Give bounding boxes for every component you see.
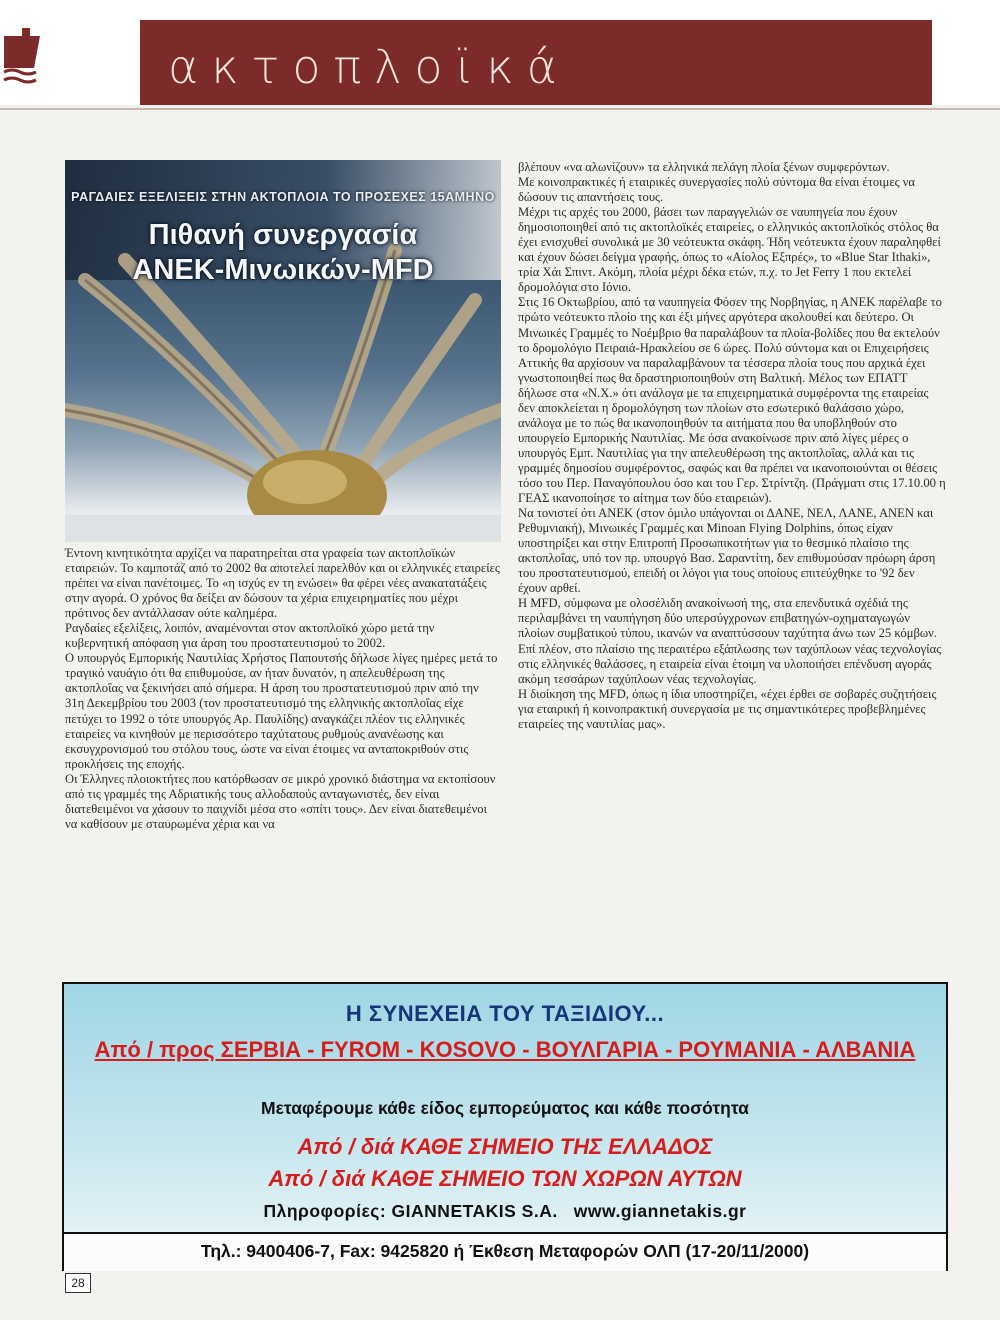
paragraph: Η MFD, σύμφωνα με ολοσέλιδη ανακοίνωσή της, στα επενδυτικά σχέδιά της περιλαμβάνει τη ναυπήγηση δύο υπερσύγχρονων επιβατηγών-οχηματαγωγών πλοίων συμβατικού τύπου, ικανών να αναπτύσσουν ταχύτητα άνω των 25 κόμβων. Επί πλέον, στο πλαίσιο της περαιτέρω εξάπλωσης των ταχύπλοων νέας τεχνολογίας στις ελληνικές θαλάσσες, η εταιρεία είναι έτοιμη να υλοποιήσει επένδυση αγοράς ακόμη τεσσάρων ταχύπλοων νέας τεχνολογίας.	[518, 596, 942, 686]
paragraph: Να τονιστεί ότι ΑΝΕΚ (στον όμιλο υπάγονται οι ΔΑΝΕ, ΝΕΛ, ΛΑΝΕ, ΑΝΕΝ και Ρεθυμνιακή), Μινωικές Γραμμές και Minoan Flying Dolphins, όπως είχαν υποστηρίξει και στην Επιτροπή Προσωπικοτήτων για το θεσμικό πλαίσιο της ακτοπλοΐας, υπό τον πρ. υπουργό Βασ. Σαραντίτη, δεν επιθυμούσαν πρόωρη άρση του προστατευτισμού, επειδή οι λόγοι για τους οποίους επιτεύχθηκε το '92 δεν έχουν αρθεί.	[518, 506, 936, 596]
ad-headline: Η ΣΥΝΕΧΕΙΑ ΤΟΥ ΤΑΞΙΔΙΟΥ...	[345, 1001, 665, 1026]
article-headline	[65, 218, 501, 288]
mooring-rope-photo	[65, 160, 501, 542]
ad-cargo-line: Μεταφέρουμε κάθε είδος εμπορεύματος και κάθε ποσότητα	[261, 1098, 749, 1118]
ad-contact-footer: Τηλ.: 9400406-7, Fax: 9425820 ή Έκθεση Μεταφορών ΟΛΠ (17-20/11/2000)	[64, 1232, 946, 1271]
article-column-right	[518, 160, 946, 732]
headline-line-2: ΑΝΕΚ-Μινωικών-MFD	[132, 254, 434, 286]
ad-destinations: Από / προς ΣΕΡΒΙΑ - FYROM - KOSOVO - ΒΟΥΛΓΑΡΙΑ - ΡΟΥΜΑΝΙΑ - ΑΛΒΑΝΙΑ	[94, 1037, 916, 1062]
ship-logo-icon	[0, 8, 80, 108]
ad-greece-line: Από / διά ΚΑΘΕ ΣΗΜΕΙΟ ΤΗΣ ΕΛΛΑΔΟΣ	[297, 1134, 713, 1159]
article-column-left	[65, 546, 501, 832]
paragraph: Μέχρι τις αρχές του 2000, βάσει των παραγγελιών σε ναυπηγεία που έχουν δημοσιοποιηθεί από τις ακτοπλοϊκές εταιρείες, ο ελληνικός ακτοπλοϊκός στόλος θα έχει ενισχυθεί συνολικά με 30 νεότευκτα σκάφη. Ήδη νεότευκτα έχουν παραληφθεί και έχουν δώσει δείγμα γραφής, όπως το «Αίολος Εξπρές», το «Blue Star Ithaki», τρία Χάι Σπιντ. Ακόμη, πλοία μέχρι δέκα ετών, π.χ. το Jet Ferry 1 που εκτελεί δρομολόγια στο Ιόνιο.	[518, 205, 941, 295]
paragraph: Ο υπουργός Εμπορικής Ναυτιλίας Χρήστος Παπουτσής δήλωσε λίγες ημέρες μετά το τραγικό ναυάγιο ότι θα επιθυμούσε, αν ήταν δυνατόν, η απελευθέρωση της ακτοπλοΐας να ξεκινήσει από σήμερα. Η άρση του προστατευτισμού πριν από την 31η Δεκεμβρίου του 2003 (τον προστατευτισμό της ελληνικής ακτοπλοΐας είχε πετύχει το 1992 ο τότε υπουργός Αρ. Παυλίδης) αναγκάζει πλέον τις ελληνικές εταιρείες να κινηθούν με περισσότερο ταχύτατους ρυθμούς ανανέωσης και εκσυγχρονισμού του στόλου τους, ώστε να είναι έτοιμες να ανταποκριθούν στις προκλήσεις της εποχής.	[65, 651, 498, 771]
headline-line-1: Πιθανή συνεργασία	[148, 219, 418, 251]
paragraph: Στις 16 Οκτωβρίου, από τα ναυπηγεία Φόσεν της Νορβηγίας, η ΑΝΕΚ παρέλαβε το πρώτο νεότευκτο πλοίο της και έξι μήνες αργότερα ακολουθεί και δεύτερο. Οι Μινωικές Γραμμές το Νοέμβριο θα παραλάβουν τα πλοία-βολίδες που θα εκτελούν το δρομολόγιο Πειραιά-Ηρακλείου σε 6 ώρες. Πολύ σύντομα και οι Επιχειρήσεις Αττικής θα αρχίσουν να παραλαμβάνουν τα τέσσερα πλοία τους που αρχικά έχει γνωστοποιηθεί πως θα δραστηριοποιηθούν στη Βαλτική. Μέλος των ΕΠΑΤΤ δήλωσε στα «Ν.Χ.» ότι ανάλογα με τα επιχειρηματικά συμφέροντα της εταιρείας δεν αποκλείεται η δρομολόγηση των πλοίων στο εσωτερικό θαλάσσιο χώρο, ανάλογα με το πώς θα ικανοποιηθούν τα αιτήματα που θα υποβληθούν στο υπουργείο Εμπορικής Ναυτιλίας. Με όσα ανακοίνωσε πριν από λίγες μέρες ο υπουργός Εμπ. Ναυτιλίας για την απελευθέρωση της ακτοπλοΐας, αλλά και τις γραμμές δημοσίου συμφέροντος, σαφώς και θα πρέπει να ικανοποιούνται οι θέσεις τόσο του Περ. Παναγόπουλου όσο και του Γερ. Στρίντζη. (Πράγματι στις 17.10.00 η ΓΕΑΣ ικανοποίησε το αίτημα των δύο εταιρειών).	[518, 295, 946, 506]
header-divider	[0, 108, 1000, 110]
paragraph: Με κοινοπρακτικές ή εταιρικές συνεργασίες πολύ σύντομα θα είναι έτοιμες να δώσουν τις απαντήσεις τους.	[518, 175, 916, 205]
paragraph: Έντονη κινητικότητα αρχίζει να παρατηρείται στα γραφεία των ακτοπλοϊκών εταιρειών. Το καμποτάζ από το 2002 θα αποτελεί παρελθόν και οι ελληνικές εταιρείες πρέπει να είναι πανέτοιμες. Το «η ισχύς εν τη ενώσει» θα φέρει νέες ανακατατάξεις στην αγορά. Ο χρόνος θα δείξει αν δώσουν τα χέρια επιχειρηματίες που μέχρι πρότινος δεν αντάλλασαν ούτε καλημέρα.	[65, 546, 500, 621]
ad-info-line: Πληροφορίες: GIANNETAKIS S.A. www.giannetakis.gr	[263, 1201, 747, 1221]
section-title: ακτοπλοϊκά	[168, 40, 570, 94]
ad-countries-line: Από / διά ΚΑΘΕ ΣΗΜΕΙΟ ΤΩΝ ΧΩΡΩΝ ΑΥΤΩΝ	[268, 1166, 742, 1191]
giannetakis-advertisement	[62, 982, 948, 1271]
page-number: 28	[65, 1273, 91, 1293]
photo-kicker: ΡΑΓΔΑΙΕΣ ΕΞΕΛΙΞΕΙΣ ΣΤΗΝ ΑΚΤΟΠΛΟΙΑ ΤΟ ΠΡΟΣΕΧΕΣ 15ΑΜΗΝΟ	[71, 190, 495, 204]
paragraph: Ραγδαίες εξελίξεις, λοιπόν, αναμένονται στον ακτοπλοϊκό χώρο μετά την κυβερνητική απόφαση για άρση του προστατευτισμού το 2002.	[65, 621, 435, 651]
paragraph: Η διοίκηση της MFD, όπως η ίδια υποστηρίζει, «έχει έρθει σε σοβαρές συζητήσεις για εταιρική ή κοινοπρακτική συνεργασία με τις σημαντικότερες προβεβλημένες εταιρείες της ναυτιλίας μας».	[518, 686, 937, 731]
paragraph: Οι Έλληνες πλοιοκτήτες που κατόρθωσαν σε μικρό χρονικό διάστημα να εκτοπίσουν από τις γραμμές της Αδριατικής τους αλλοδαπούς ανταγωνιστές, δεν είναι διατεθειμένοι να χάσουν το παιχνίδι μέσα στο «σπίτι τους». Δεν είναι διατεθειμένοι να καθίσουν με σταυρωμένα χέρια και να	[65, 771, 496, 831]
paragraph: βλέπουν «να αλωνίζουν» τα ελληνικά πελάγη πλοία ξένων συμφερόντων.	[518, 160, 890, 174]
